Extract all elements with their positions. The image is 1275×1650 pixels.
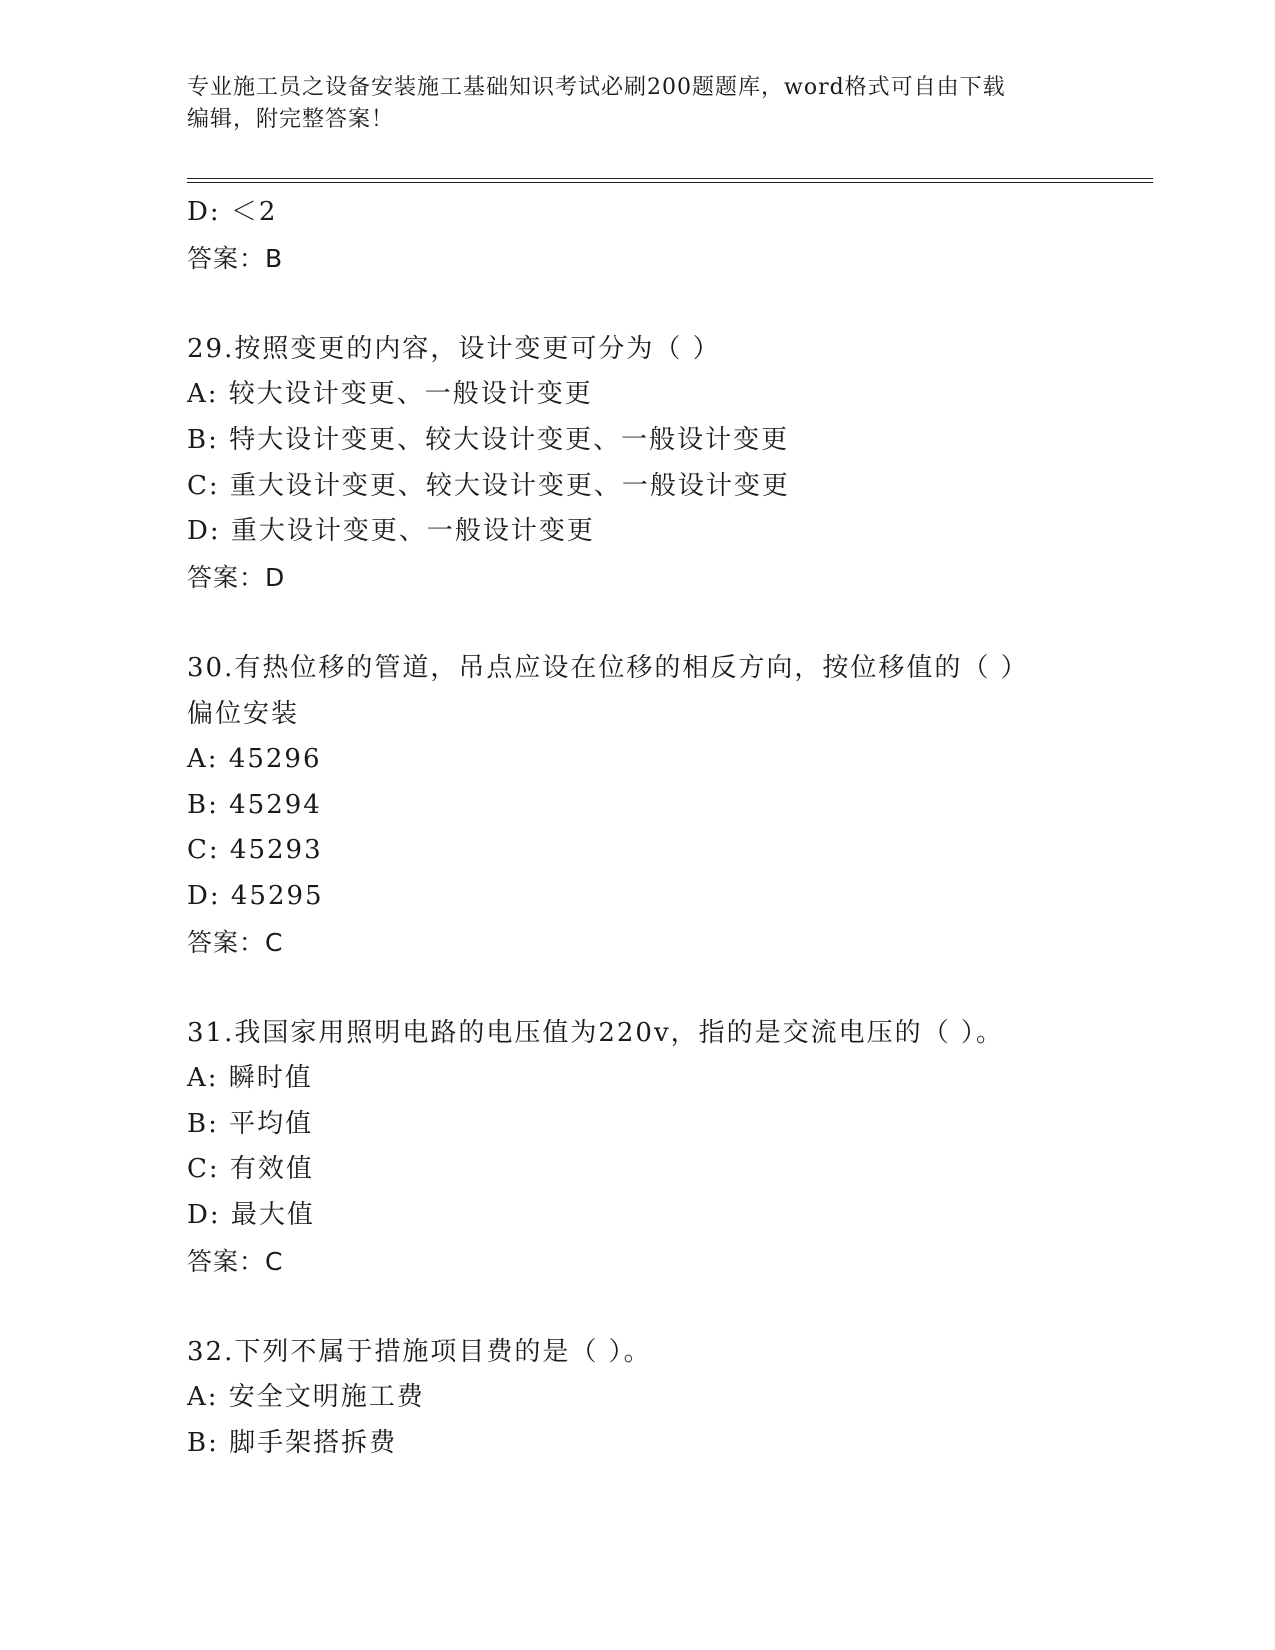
- option-b: B: 45294: [187, 789, 322, 820]
- question-32: [187, 1330, 1147, 1467]
- question-stem-continued: 偏位安装: [187, 698, 300, 729]
- option-c: C: 重大设计变更、较大设计变更、一般设计变更: [187, 470, 790, 501]
- option-a: A: 安全文明施工费: [187, 1382, 425, 1413]
- option-b: B: 特大设计变更、较大设计变更、一般设计变更: [187, 424, 790, 455]
- question-stem: 32.下列不属于措施项目费的是（ ）。: [187, 1336, 652, 1367]
- option-b: B: 平均值: [187, 1108, 314, 1139]
- header-title-line-1: 专业施工员之设备安装施工基础知识考试必刷200题题库，word格式可自由下载: [187, 75, 1006, 100]
- header-rule-bottom: [187, 182, 1153, 183]
- previous-question-tail: [187, 190, 1147, 281]
- question-stem: 31.我国家用照明电路的电压值为220v，指的是交流电压的（ ）。: [187, 1017, 1004, 1048]
- header-title-line-2: 编辑，附完整答案！: [187, 107, 395, 132]
- document-header: [187, 72, 1087, 136]
- answer: 答案：B: [187, 243, 284, 273]
- option-b: B: 脚手架搭拆费: [187, 1428, 398, 1459]
- answer: 答案：C: [187, 1246, 284, 1276]
- option-a: A: 瞬时值: [187, 1063, 313, 1094]
- option-c: C: 45293: [187, 835, 323, 866]
- question-30: [187, 646, 1147, 965]
- answer: 答案：C: [187, 927, 284, 957]
- question-stem: 29.按照变更的内容，设计变更可分为（ ）: [187, 333, 721, 364]
- option-a: A: 较大设计变更、一般设计变更: [187, 379, 593, 410]
- spacer: [187, 1284, 1147, 1330]
- spacer: [187, 600, 1147, 646]
- answer: 答案：D: [187, 562, 286, 592]
- question-list: [187, 190, 1147, 1467]
- option-d: D: ＜2: [187, 197, 278, 227]
- option-d: D: 重大设计变更、一般设计变更: [187, 516, 595, 547]
- option-d: D: 最大值: [187, 1200, 315, 1231]
- option-c: C: 有效值: [187, 1154, 314, 1185]
- spacer: [187, 965, 1147, 1011]
- option-d: D: 45295: [187, 880, 324, 911]
- spacer: [187, 281, 1147, 327]
- question-31: [187, 1011, 1147, 1285]
- question-29: [187, 327, 1147, 601]
- question-stem: 30.有热位移的管道，吊点应设在位移的相反方向，按位移值的（ ）: [187, 652, 1029, 683]
- option-a: A: 45296: [187, 744, 322, 775]
- header-rule-top: [187, 178, 1153, 179]
